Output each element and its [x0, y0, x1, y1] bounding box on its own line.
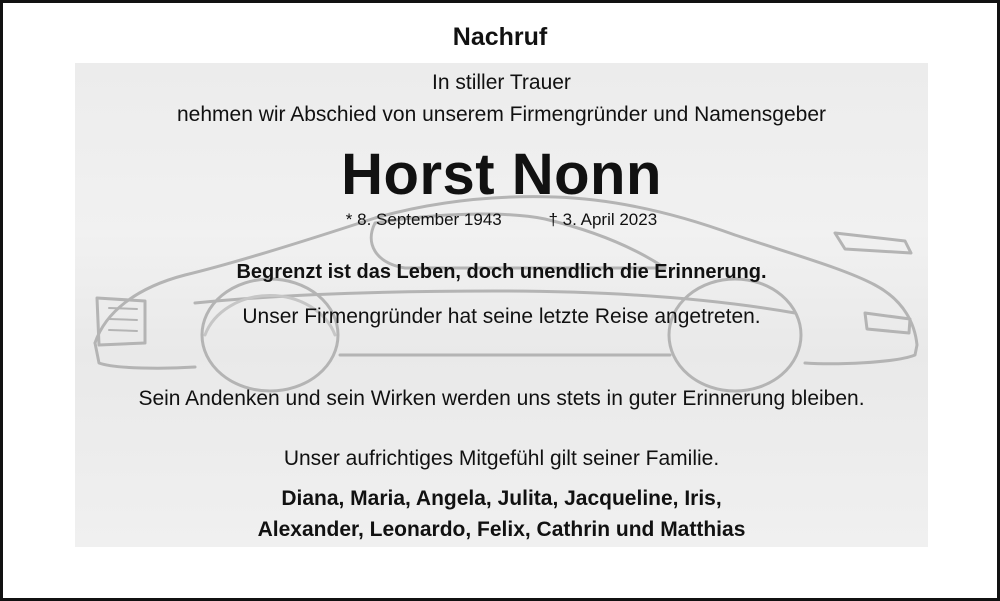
intro-line-1: In stiller Trauer: [432, 71, 571, 94]
text-line-1: Unser Firmengründer hat seine letzte Reise angetreten.: [242, 305, 761, 328]
intro-line-2: nehmen wir Abschied von unserem Firmengründer und Namensgeber: [176, 103, 826, 126]
notice-heading: Nachruf: [452, 23, 548, 51]
notice-panel: [75, 63, 928, 547]
deceased-name: Horst Nonn: [341, 142, 662, 207]
birth-date: * 8. September 1943: [345, 210, 502, 229]
life-dates: [75, 210, 928, 230]
text-line-2: Sein Andenken und sein Wirken werden uns stets in guter Erinnerung bleiben.: [138, 387, 865, 410]
family-names-line-1: Diana, Maria, Angela, Julita, Jacqueline, Iris,: [281, 487, 722, 510]
motto: Begrenzt ist das Leben, doch unendlich die Erinnerung.: [236, 261, 767, 283]
text-line-3: Unser aufrichtiges Mitgefühl gilt seiner Familie.: [283, 447, 720, 470]
family-names-line-2: Alexander, Leonardo, Felix, Cathrin und Matthias: [257, 518, 746, 541]
death-date: † 3. April 2023: [548, 210, 658, 229]
